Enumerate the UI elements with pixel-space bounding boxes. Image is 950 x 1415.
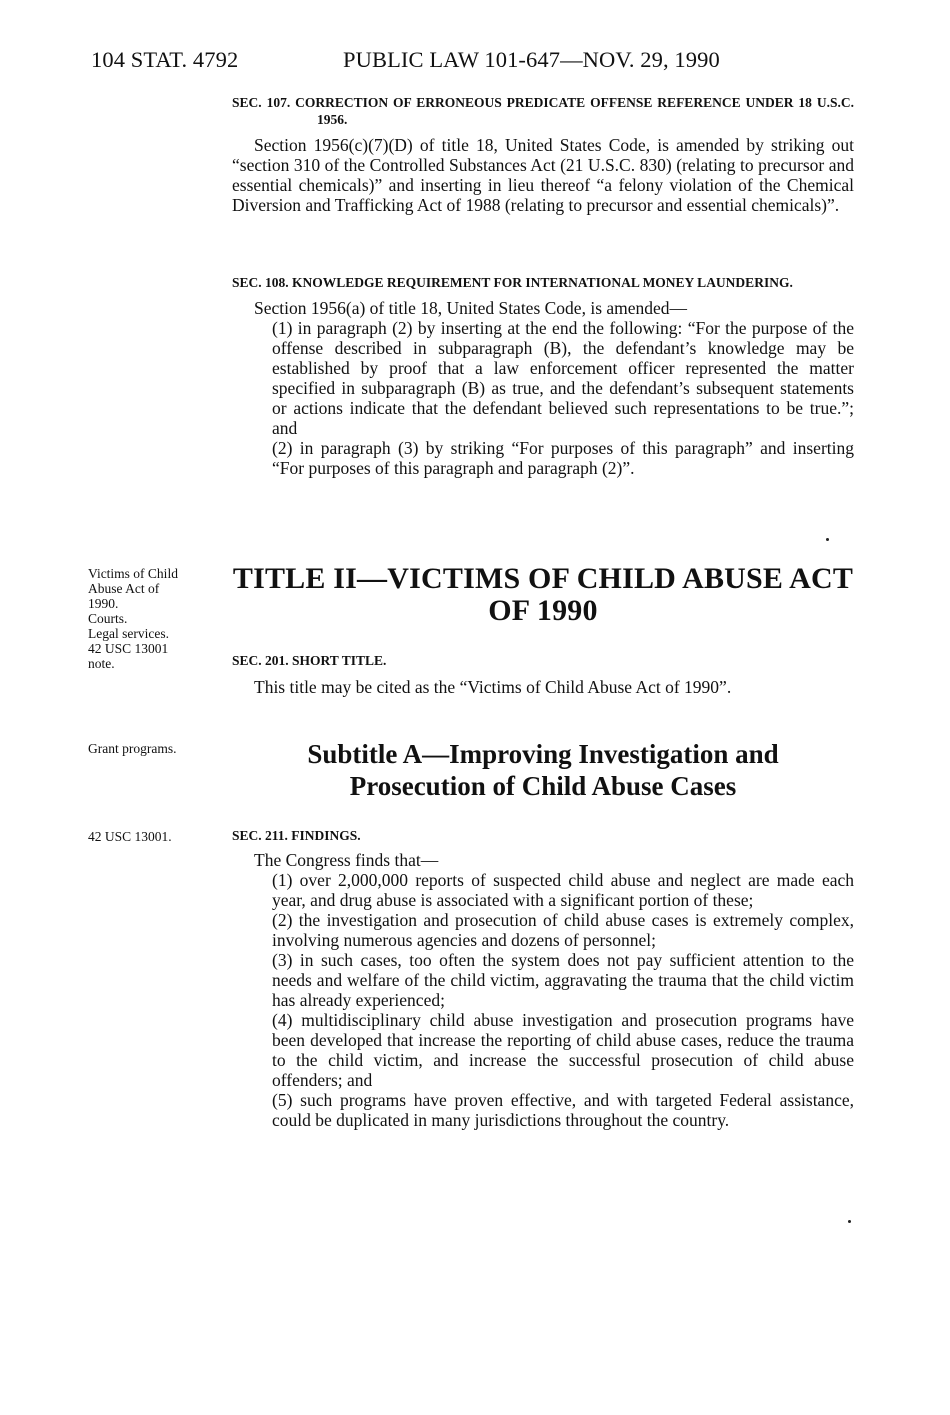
section-107-heading: SEC. 107. CORRECTION OF ERRONEOUS PREDICATE OFFENSE REFERENCE UNDER 18 U.S.C. 1956. (232, 95, 854, 127)
margin-note-title-ii: Victims of Child Abuse Act of 1990. Courts. Legal services. 42 USC 13001 note. (88, 566, 178, 671)
section-211-heading: SEC. 211. FINDINGS. (232, 828, 361, 843)
finding-item: (2) the investigation and prosecution of child abuse cases is extremely complex, involving numerous agencies and dozens of personnel; (272, 910, 854, 950)
finding-item: (4) multidisciplinary child abuse investigation and prosecution programs have been developed that increase the reporting of child abuse cases, reduce the trauma to the child victim, and increase the successful prosecution of child abuse offenders; and (272, 1010, 854, 1090)
section-108 (232, 274, 854, 478)
margin-note-grant-programs: Grant programs. (88, 741, 177, 756)
section-201-body: This title may be cited as the “Victims of Child Abuse Act of 1990”. (254, 677, 732, 697)
subtitle-a-heading: Subtitle A—Improving Investigation and Prosecution of Child Abuse Cases (307, 739, 779, 801)
page-reference: 104 STAT. 4792 (91, 47, 239, 72)
section-108-heading: SEC. 108. KNOWLEDGE REQUIREMENT FOR INTERNATIONAL MONEY LAUNDERING. (232, 275, 793, 290)
finding-item: (3) in such cases, too often the system does not pay sufficient attention to the needs and welfare of the child victim, aggravating the trauma that the child victim has already experienced; (272, 950, 854, 1010)
section-108-paragraph-1: (1) in paragraph (2) by inserting at the end the following: “For the purpose of the offense described in subparagraph (B), the defendant’s knowledge may be established by proof that a law enforcement officer represented the matter specified in subparagraph (B) as true, and the defendant’s subsequent statements or actions indicate that the defendant believed such representations to be true.”; and (272, 318, 854, 438)
section-201 (232, 652, 854, 697)
section-107 (232, 94, 854, 215)
law-reference: PUBLIC LAW 101-647—NOV. 29, 1990 (343, 47, 720, 72)
margin-note-42-usc-13001: 42 USC 13001. (88, 829, 172, 844)
section-108-intro: Section 1956(a) of title 18, United States Code, is amended— (254, 298, 688, 318)
section-211 (232, 827, 854, 1130)
section-211-intro: The Congress finds that— (254, 850, 439, 870)
finding-item: (1) over 2,000,000 reports of suspected child abuse and neglect are made each year, and drug abuse is associated with a significant portion of these; (272, 870, 854, 910)
title-ii-heading: TITLE II—VICTIMS OF CHILD ABUSE ACT OF 1990 (232, 562, 854, 627)
section-108-paragraph-2: (2) in paragraph (3) by striking “For purposes of this paragraph” and inserting “For purposes of this paragraph and paragraph (2)”. (272, 438, 854, 478)
print-speck (848, 1220, 851, 1223)
print-speck (826, 538, 829, 541)
finding-item: (5) such programs have proven effective, and with targeted Federal assistance, could be duplicated in many jurisdictions throughout the country. (272, 1090, 854, 1130)
section-107-body: Section 1956(c)(7)(D) of title 18, United States Code, is amended by striking out “section 310 of the Controlled Substances Act (21 U.S.C. 830) (relating to precursor and essential chemicals)” and inserting in lieu thereof “a felony violation of the Chemical Diversion and Trafficking Act of 1988 (relating to precursor and essential chemicals)”. (232, 135, 854, 215)
section-201-heading: SEC. 201. SHORT TITLE. (232, 653, 387, 668)
